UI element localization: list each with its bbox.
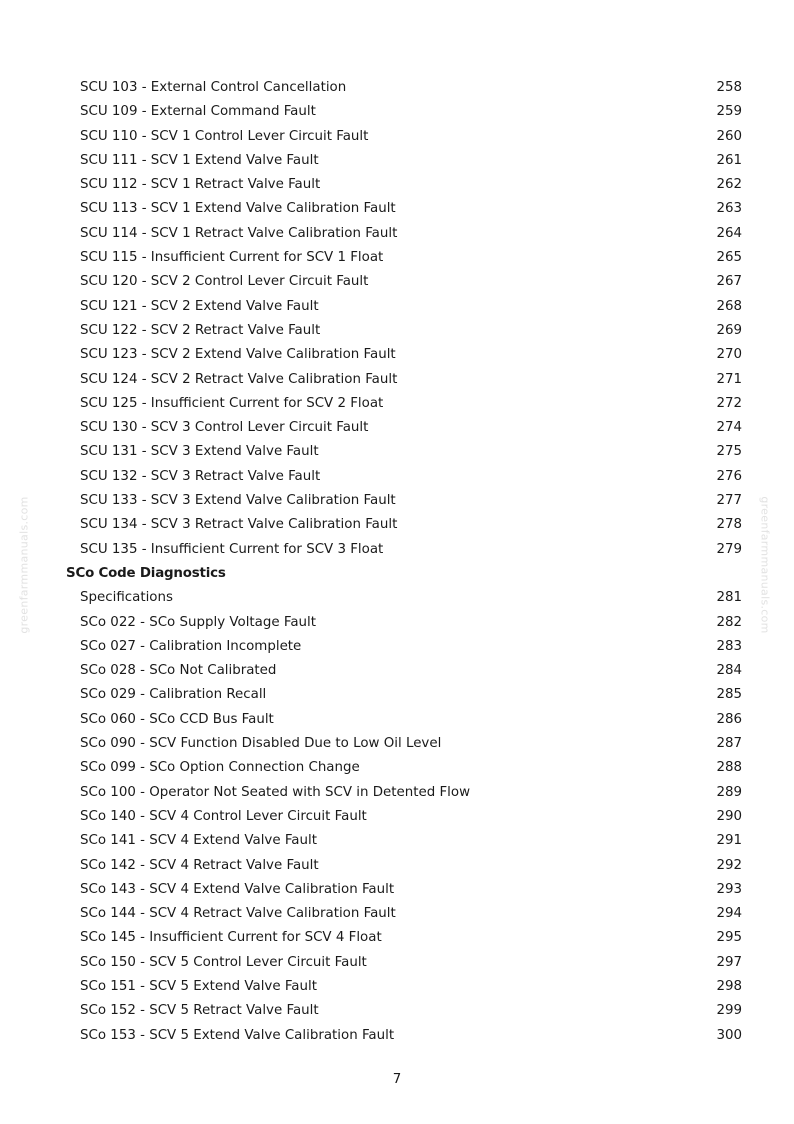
toc-section-heading[interactable] [0, 562, 794, 586]
toc-entry-page: 270 [716, 347, 742, 363]
toc-entry[interactable] [0, 611, 794, 635]
toc-entry-title: SCo 142 - SCV 4 Retract Valve Fault [80, 857, 319, 873]
toc-entry[interactable] [0, 319, 794, 343]
toc-entry[interactable] [0, 125, 794, 149]
table-of-contents [0, 76, 794, 1048]
toc-entry-page: 267 [716, 274, 742, 290]
toc-entry[interactable] [0, 368, 794, 392]
toc-entry-page: 279 [716, 541, 742, 557]
toc-entry[interactable] [0, 975, 794, 999]
toc-entry[interactable] [0, 708, 794, 732]
toc-entry-title: SCo 145 - Insufficient Current for SCV 4 Float [80, 930, 382, 946]
toc-entry-page: 278 [716, 517, 742, 533]
watermark-left: greenfarmmanuals.com [17, 496, 31, 634]
toc-entry[interactable] [0, 440, 794, 464]
toc-entry[interactable] [0, 805, 794, 829]
toc-entry-page: 275 [716, 444, 742, 460]
toc-entry[interactable] [0, 465, 794, 489]
toc-entry-title: SCU 135 - Insufficient Current for SCV 3 Float [80, 541, 384, 557]
toc-entry-page: 293 [716, 881, 742, 897]
toc-entry-title: SCU 114 - SCV 1 Retract Valve Calibration Fault [80, 225, 398, 241]
toc-entry[interactable] [0, 100, 794, 124]
toc-entry-title: SCU 109 - External Command Fault [80, 104, 316, 120]
toc-entry-page: 297 [716, 954, 742, 970]
toc-entry-title: SCU 103 - External Control Cancellation [80, 80, 347, 95]
toc-entry-page: 286 [716, 711, 742, 727]
toc-entry-title: SCo 060 - SCo CCD Bus Fault [80, 711, 274, 727]
toc-entry[interactable] [0, 878, 794, 902]
toc-entry-page: 289 [716, 784, 742, 800]
toc-entry[interactable] [0, 732, 794, 756]
toc-entry-page: 287 [716, 736, 742, 752]
toc-entry-title: SCo 141 - SCV 4 Extend Valve Fault [80, 833, 317, 849]
toc-entry-page: 295 [716, 930, 742, 946]
toc-entry-title: SCU 121 - SCV 2 Extend Valve Fault [80, 298, 319, 314]
toc-entry-title: Specifications [80, 590, 173, 606]
toc-entry-title: SCo 144 - SCV 4 Retract Valve Calibration Fault [80, 906, 396, 922]
toc-entry-title: SCU 123 - SCV 2 Extend Valve Calibration Fault [80, 347, 396, 363]
toc-entry[interactable] [0, 829, 794, 853]
toc-entry-title: SCU 113 - SCV 1 Extend Valve Calibration Fault [80, 201, 396, 217]
toc-entry-page: 260 [716, 128, 742, 144]
toc-entry-title: SCU 110 - SCV 1 Control Lever Circuit Fault [80, 128, 369, 144]
toc-entry[interactable] [0, 149, 794, 173]
toc-entry-title: SCU 122 - SCV 2 Retract Valve Fault [80, 322, 321, 338]
toc-entry-title: SCU 120 - SCV 2 Control Lever Circuit Fault [80, 274, 369, 290]
toc-entry-title: SCU 111 - SCV 1 Extend Valve Fault [80, 152, 319, 168]
toc-entry[interactable] [0, 926, 794, 950]
toc-entry-title: SCU 132 - SCV 3 Retract Valve Fault [80, 468, 321, 484]
toc-entry[interactable] [0, 854, 794, 878]
toc-entry-page: 271 [716, 371, 742, 387]
toc-entry-page: 298 [716, 978, 742, 994]
toc-entry[interactable] [0, 1024, 794, 1048]
toc-entry-title: SCo 090 - SCV Function Disabled Due to Low Oil Level [80, 736, 442, 752]
toc-entry-page: 259 [716, 104, 742, 120]
toc-entry[interactable] [0, 538, 794, 562]
toc-entry-page: 264 [716, 225, 742, 241]
toc-entry-title: SCo 150 - SCV 5 Control Lever Circuit Fault [80, 954, 367, 970]
toc-entry-title: SCU 130 - SCV 3 Control Lever Circuit Fault [80, 420, 369, 436]
toc-entry-page: 288 [716, 760, 742, 776]
watermark-right: greenfarmmanuals.com [758, 496, 772, 634]
toc-entry[interactable] [0, 392, 794, 416]
toc-entry-page: 285 [716, 687, 742, 703]
toc-entry[interactable] [0, 197, 794, 221]
toc-entry[interactable] [0, 659, 794, 683]
toc-entry[interactable] [0, 295, 794, 319]
toc-entry-title: SCo 143 - SCV 4 Extend Valve Calibration Fault [80, 881, 395, 897]
toc-entry-title: SCo 099 - SCo Option Connection Change [80, 760, 360, 776]
toc-entry-page: 284 [716, 663, 742, 679]
toc-entry[interactable] [0, 635, 794, 659]
page-number: 7 [392, 1072, 402, 1087]
toc-entry-page: 258 [716, 80, 742, 95]
toc-entry-title: SCU 115 - Insufficient Current for SCV 1 Float [80, 250, 384, 266]
toc-entry[interactable] [0, 951, 794, 975]
toc-entry-title: SCU 112 - SCV 1 Retract Valve Fault [80, 177, 321, 193]
toc-entry-page: 300 [716, 1027, 742, 1043]
toc-entry-page: 276 [716, 468, 742, 484]
toc-entry-title: SCo 028 - SCo Not Calibrated [80, 663, 277, 679]
toc-entry-title: SCU 131 - SCV 3 Extend Valve Fault [80, 444, 319, 460]
toc-entry[interactable] [0, 173, 794, 197]
toc-entry-page: 282 [716, 614, 742, 630]
toc-entry-title: SCU 133 - SCV 3 Extend Valve Calibration Fault [80, 493, 396, 509]
toc-entry-page: 262 [716, 177, 742, 193]
toc-entry-page: 281 [716, 590, 742, 606]
toc-entry-page: 269 [716, 322, 742, 338]
toc-entry[interactable] [0, 781, 794, 805]
toc-entry-title: SCU 124 - SCV 2 Retract Valve Calibration Fault [80, 371, 398, 387]
toc-entry-title: SCo 027 - Calibration Incomplete [80, 638, 302, 654]
toc-entry[interactable] [0, 76, 794, 100]
toc-entry-page: 272 [716, 395, 742, 411]
toc-entry-title: SCo 152 - SCV 5 Retract Valve Fault [80, 1003, 319, 1019]
toc-entry[interactable] [0, 756, 794, 780]
toc-entry-page: 291 [716, 833, 742, 849]
toc-entry-page: 265 [716, 250, 742, 266]
toc-entry[interactable] [0, 416, 794, 440]
toc-entry-page: 292 [716, 857, 742, 873]
toc-entry-title: SCo 100 - Operator Not Seated with SCV in Detented Flow [80, 784, 471, 800]
toc-entry[interactable] [0, 489, 794, 513]
toc-entry-page: 274 [716, 420, 742, 436]
toc-entry-title: SCo 022 - SCo Supply Voltage Fault [80, 614, 317, 630]
toc-entry[interactable] [0, 683, 794, 707]
toc-section-heading-title: SCo Code Diagnostics [66, 565, 226, 581]
toc-entry-title: SCU 125 - Insufficient Current for SCV 2 Float [80, 395, 384, 411]
toc-entry-title: SCo 151 - SCV 5 Extend Valve Fault [80, 978, 317, 994]
toc-entry[interactable] [0, 246, 794, 270]
toc-entry-page: 263 [716, 201, 742, 217]
toc-entry[interactable] [0, 902, 794, 926]
toc-entry[interactable] [0, 999, 794, 1023]
toc-entry-title: SCo 029 - Calibration Recall [80, 687, 267, 703]
toc-entry[interactable] [0, 270, 794, 294]
toc-entry[interactable] [0, 586, 794, 610]
toc-entry[interactable] [0, 222, 794, 246]
toc-entry-title: SCU 134 - SCV 3 Retract Valve Calibration Fault [80, 517, 398, 533]
toc-entry-page: 268 [716, 298, 742, 314]
toc-entry[interactable] [0, 513, 794, 537]
toc-entry-page: 283 [716, 638, 742, 654]
toc-entry-page: 261 [716, 152, 742, 168]
toc-entry-title: SCo 153 - SCV 5 Extend Valve Calibration Fault [80, 1027, 395, 1043]
toc-entry-page: 294 [716, 906, 742, 922]
toc-entry[interactable] [0, 343, 794, 367]
toc-entry-page: 277 [716, 493, 742, 509]
toc-entry-page: 290 [716, 808, 742, 824]
toc-entry-title: SCo 140 - SCV 4 Control Lever Circuit Fault [80, 808, 367, 824]
toc-entry-page: 299 [716, 1003, 742, 1019]
